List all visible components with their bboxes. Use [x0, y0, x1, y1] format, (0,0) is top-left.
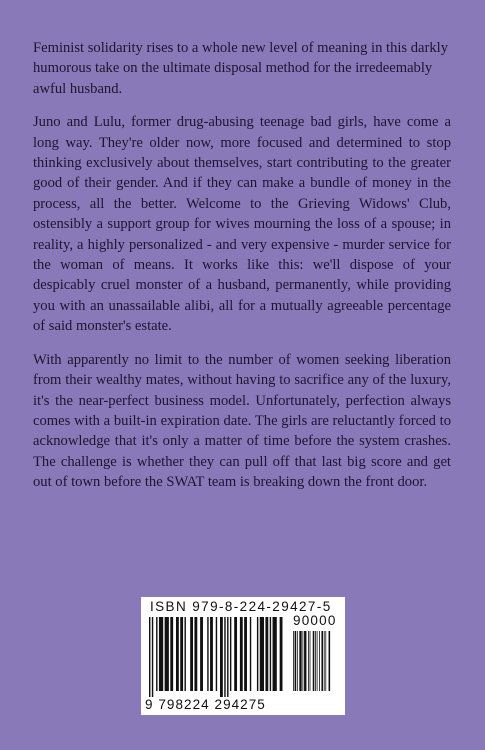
- blurb-paragraph-1: Feminist solidarity rises to a whole new level of meaning in this darkly humorous take on the ultimate disposal method for the irredeemably awful husband.: [33, 40, 449, 97]
- barcode-bar: [149, 617, 150, 697]
- barcode-bar: [270, 617, 271, 691]
- barcode-bar: [299, 631, 301, 691]
- barcode-bar: [260, 617, 264, 691]
- barcode-bar: [302, 631, 303, 691]
- blurb-paragraph-2: Juno and Lulu, former drug-abusing teenage bad girls, have come a long way. They're older now, more focused and determined to stop thinking exclusively about themselves, start contributing to the greater good of their gender. And if they can make a bundle of money in the process, all the better. Welcome to the Grieving Widows' Club, ostensibly a support group for wives mourning the loss of a spouse; in reality, a highly personalized - and very expensive - murder service for the woman of means. It works like this: we'll dispose of your despicably cruel monster of a husband, permanently, while providing you with an unassailable alibi, all for a mutually agreeable percentage of said monster's estate.: [33, 114, 451, 335]
- barcode-bar: [244, 617, 247, 691]
- barcode-bar: [185, 617, 186, 691]
- barcode-bar: [257, 617, 258, 691]
- barcode-bar: [190, 617, 193, 691]
- barcode-bar: [250, 617, 251, 691]
- barcode-bar: [176, 617, 179, 691]
- barcode-bar: [304, 631, 306, 691]
- barcode-bar: [325, 631, 326, 691]
- barcode-bar: [180, 617, 183, 691]
- barcode-bar: [295, 631, 297, 691]
- isbn-label: ISBN 979-8-224-29427-5: [150, 599, 332, 614]
- barcode-bar: [227, 617, 228, 697]
- barcode-bar: [308, 631, 309, 691]
- barcode-bar: [159, 617, 163, 691]
- barcode-bar: [156, 617, 157, 691]
- ean-barcode-bars: [149, 617, 285, 697]
- barcode-bar: [234, 617, 237, 691]
- barcode-bar: [165, 617, 169, 691]
- barcode-bar: [324, 631, 325, 691]
- addon-barcode-bars: [293, 631, 339, 691]
- barcode-bar: [240, 617, 243, 691]
- blurb-paragraph-3: With apparently no limit to the number of women seeking liberation from their wealthy mates, without having to sacrifice any of the luxury, it's the near-perfect business model. Unfortunately, perfection always comes with a built-in expiration date. The girls are reluctantly forced to acknowledge that it's only a matter of time before the system crashes. The challenge is whether they can pull off that last big score and get out of town before the SWAT team is breaking down the front door.: [33, 351, 451, 491]
- barcode-bar: [207, 617, 208, 691]
- back-cover-blurb: [33, 38, 451, 506]
- barcode-bar: [313, 631, 315, 691]
- barcode-bar: [152, 617, 153, 697]
- barcode-bar: [321, 631, 323, 691]
- barcode-bar: [280, 617, 283, 691]
- barcode-bar: [317, 631, 318, 691]
- barcode-bar: [194, 617, 197, 691]
- barcode-bar: [200, 617, 203, 691]
- barcode-bar: [329, 631, 331, 691]
- barcode-bar: [265, 617, 268, 691]
- barcode-bar: [319, 631, 320, 691]
- barcode-bar: [170, 617, 173, 691]
- barcode-bar: [224, 617, 225, 697]
- barcode-bar: [297, 631, 298, 691]
- barcode-bar: [315, 631, 316, 691]
- barcode-bar: [273, 617, 277, 691]
- barcode-bar: [220, 617, 223, 697]
- price-code-label: 90000: [293, 613, 337, 628]
- barcode-bar: [216, 617, 217, 691]
- barcode-bar: [293, 631, 294, 691]
- isbn-barcode: [141, 597, 345, 715]
- ean-digits: 9 798224 294275: [145, 697, 266, 712]
- barcode-bar: [310, 631, 311, 691]
- barcode-bar: [230, 617, 231, 691]
- barcode-bar: [210, 617, 213, 691]
